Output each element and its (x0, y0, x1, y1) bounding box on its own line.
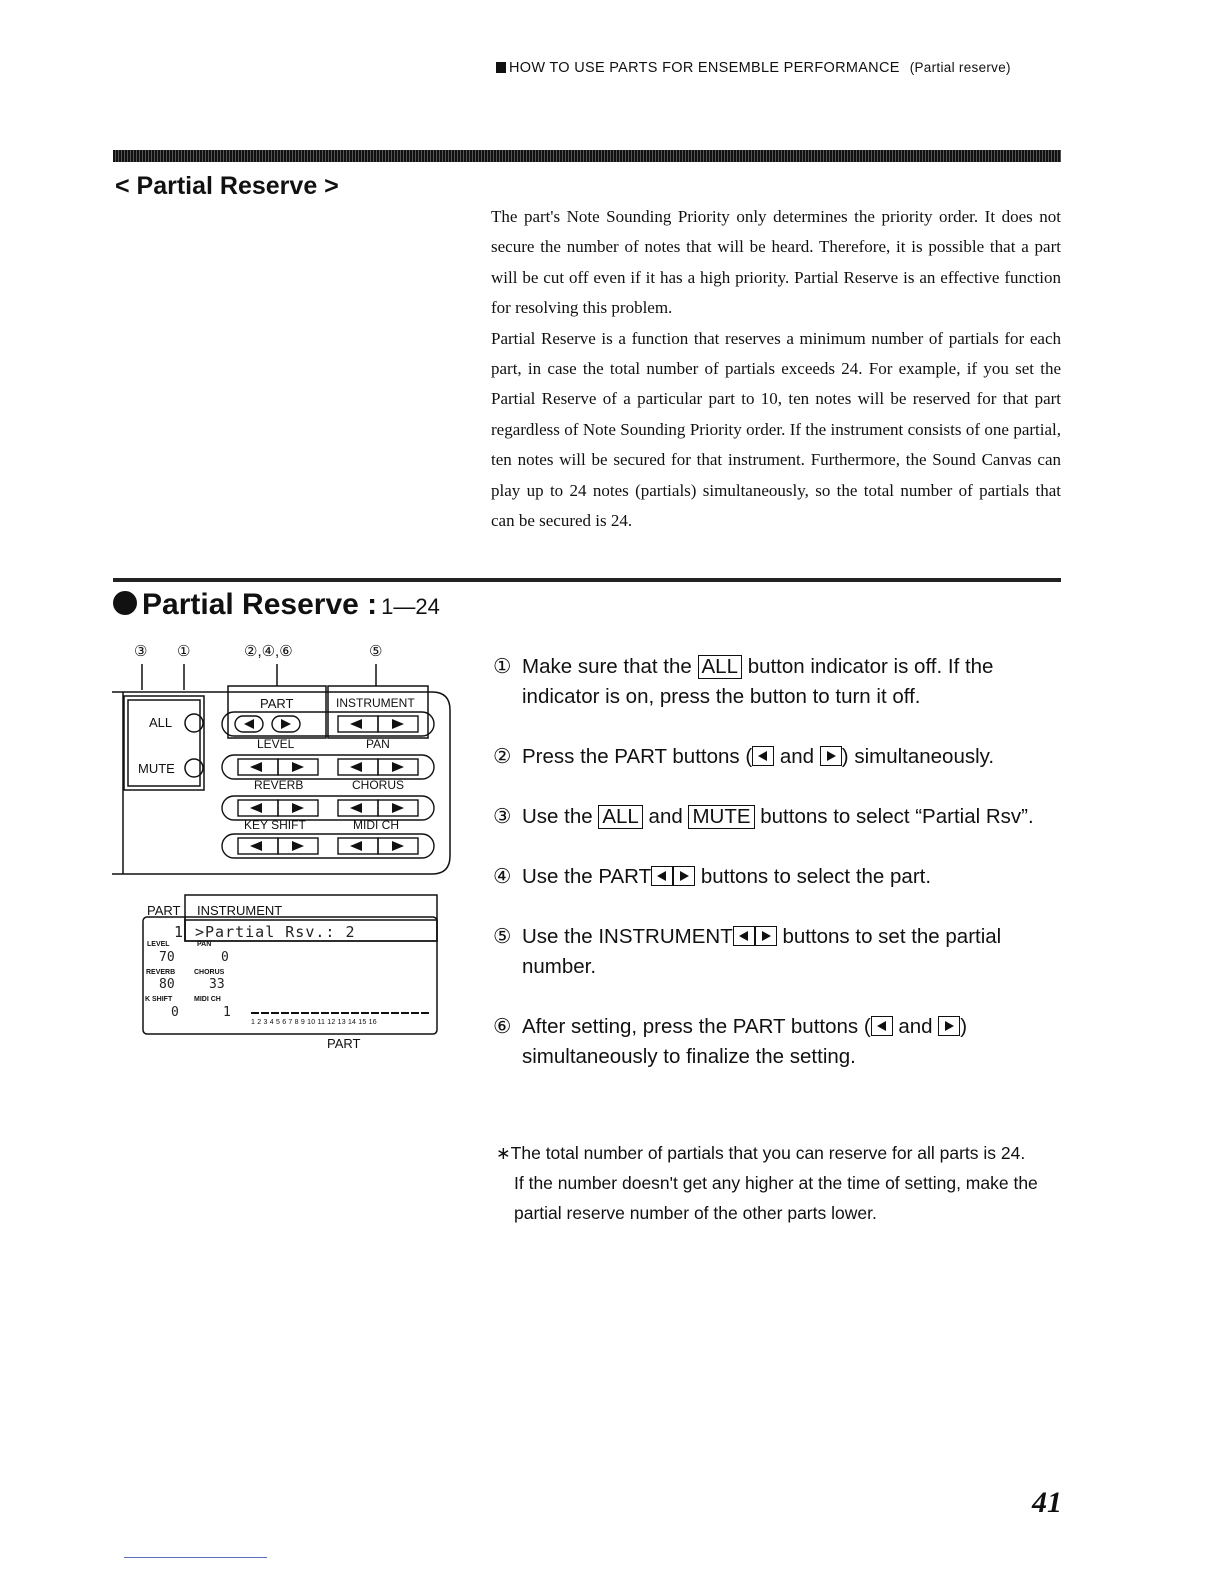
callout-3: ③ (134, 643, 148, 660)
step-4 (493, 862, 1063, 892)
mute-key: MUTE (688, 805, 754, 829)
step-number: ⑥ (493, 1015, 512, 1038)
instrument-label: INSTRUMENT (336, 696, 415, 710)
lcd-main-text: >Partial Rsv.: 2 (195, 923, 356, 941)
lcd-part-label: PART (147, 903, 181, 918)
left-arrow-icon (651, 866, 673, 886)
right-arrow-icon (820, 746, 842, 766)
right-arrow-icon (938, 1016, 960, 1036)
step-number: ③ (493, 805, 512, 828)
right-arrow-icon (673, 866, 695, 886)
main-heading-title: Partial Reserve : (142, 588, 378, 621)
callout-5: ⑤ (369, 643, 383, 660)
pan-label: PAN (366, 737, 390, 751)
lcd-instrument-label: INSTRUMENT (197, 903, 283, 918)
step-text: and (648, 805, 683, 828)
all-button-label: ALL (149, 715, 173, 730)
asterisk-icon: ∗ (496, 1143, 511, 1163)
step-text: buttons to select “Partial Rsv”. (760, 805, 1034, 828)
left-arrow-icon (733, 926, 755, 946)
square-bullet-icon (496, 62, 506, 73)
keyshift-label: KEY SHIFT (244, 818, 306, 832)
step-number: ① (493, 655, 512, 678)
reverb-label: REVERB (254, 778, 304, 792)
section-divider-mid (113, 578, 1061, 582)
part-label: PART (260, 696, 294, 711)
step-2 (493, 742, 1063, 772)
step-number: ⑤ (493, 925, 512, 948)
callout-1: ① (177, 643, 191, 660)
bullet-icon (113, 591, 137, 615)
step-6 (493, 1012, 1063, 1072)
lcd-reverb-label: REVERB (146, 969, 176, 976)
footer-line (124, 1557, 267, 1558)
step-text: and (898, 1015, 933, 1038)
footnote (496, 1138, 1062, 1228)
lcd-frame (141, 893, 441, 1038)
lcd-keyshift-value: 0 (171, 1005, 179, 1020)
lcd-keyshift-label: K SHIFT (145, 996, 173, 1003)
step-text: buttons to set the partial number. (522, 925, 1002, 978)
lcd-level-value: 70 (159, 950, 175, 965)
step-text: buttons to select the part. (700, 865, 932, 888)
running-header (496, 60, 1011, 76)
main-heading-range: 1—24 (381, 594, 440, 619)
right-arrow-icon (755, 926, 777, 946)
chorus-label: CHORUS (352, 778, 405, 792)
step-text: and (779, 745, 815, 768)
lcd-midich-label: MIDI CH (194, 996, 221, 1003)
level-label: LEVEL (257, 737, 295, 751)
all-key: ALL (598, 805, 642, 829)
mute-button-label: MUTE (138, 761, 175, 776)
page-number: 41 (1032, 1486, 1062, 1519)
lcd-chorus-label: CHORUS (194, 969, 225, 976)
section-title: < Partial Reserve > (115, 172, 339, 200)
step-text: ) simultaneously to finalize the setting. (522, 1015, 968, 1068)
header-title: HOW TO USE PARTS FOR ENSEMBLE PERFORMANCE (509, 60, 900, 76)
left-arrow-icon (871, 1016, 893, 1036)
left-arrow-icon (752, 746, 774, 766)
lcd-pan-label: PAN (197, 941, 212, 948)
lcd-midich-value: 1 (223, 1005, 231, 1020)
step-5 (493, 922, 1063, 982)
step-text: Press the PART buttons ( (522, 745, 753, 768)
lcd-level-label: LEVEL (147, 941, 170, 948)
main-heading (113, 588, 440, 622)
step-text: Use the PART (522, 865, 652, 888)
step-text: Make sure that the (522, 655, 692, 678)
step-number: ④ (493, 865, 512, 888)
step-3 (493, 802, 1063, 832)
all-key: ALL (698, 655, 742, 679)
header-subtitle: (Partial reserve) (909, 60, 1011, 75)
intro-paragraph-1: The part's Note Sounding Priority only determines the priority order. It does not secure the number of notes that will be heard. Therefore, it is possible that a part will be cut off even if it has a high priority. Partial Reserve is an effective function for resolving this problem. (491, 207, 1061, 318)
step-text: After setting, press the PART buttons ( (522, 1015, 871, 1038)
lcd-pan-value: 0 (221, 950, 229, 965)
lcd-chorus-value: 33 (209, 977, 225, 992)
lcd-part-scale: 1 2 3 4 5 6 7 8 9 10 11 12 13 14 15 16 (251, 1019, 377, 1026)
step-number: ② (493, 745, 512, 768)
step-1 (493, 652, 1063, 712)
footnote-line-1: The total number of partials that you can reserve for all parts is 24. (510, 1143, 1026, 1163)
footnote-line-2: If the number doesn't get any higher at the time of setting, make the partial reserve number of the other parts lower. (514, 1173, 1038, 1223)
step-text: Use the INSTRUMENT (522, 925, 733, 948)
lcd-part-number: 1 (174, 923, 184, 941)
intro-paragraph-2: Partial Reserve is a function that reserves a minimum number of partials for each part, in case the total number of partials exceeds 24. For example, if you set the Partial Reserve of a particular part to 10, ten notes will be reserved for that part regardless of Note Sounding Priority order. If the instrument consists of one partial, ten notes will be secured for that instrument. Furthermore, the Sound Canvas can play up to 24 notes (partials) simultaneously, so the total number of partials that can be secured is 24. (491, 328, 1061, 531)
lcd-reverb-value: 80 (159, 977, 175, 992)
step-text: ) simultaneously. (841, 745, 995, 768)
steps-list (493, 652, 1063, 1072)
step-text: button indicator is off. If the indicator is on, press the button to turn it off. (522, 655, 994, 708)
lcd-bottom-part-label: PART (327, 1036, 361, 1051)
section-divider-top (113, 150, 1061, 162)
midich-label: MIDI CH (353, 818, 399, 832)
lcd-display-diagram (141, 893, 439, 1036)
callout-2-4-6: ②,④,⑥ (244, 643, 293, 660)
step-text: Use the (522, 805, 593, 828)
intro-text (491, 202, 1061, 536)
